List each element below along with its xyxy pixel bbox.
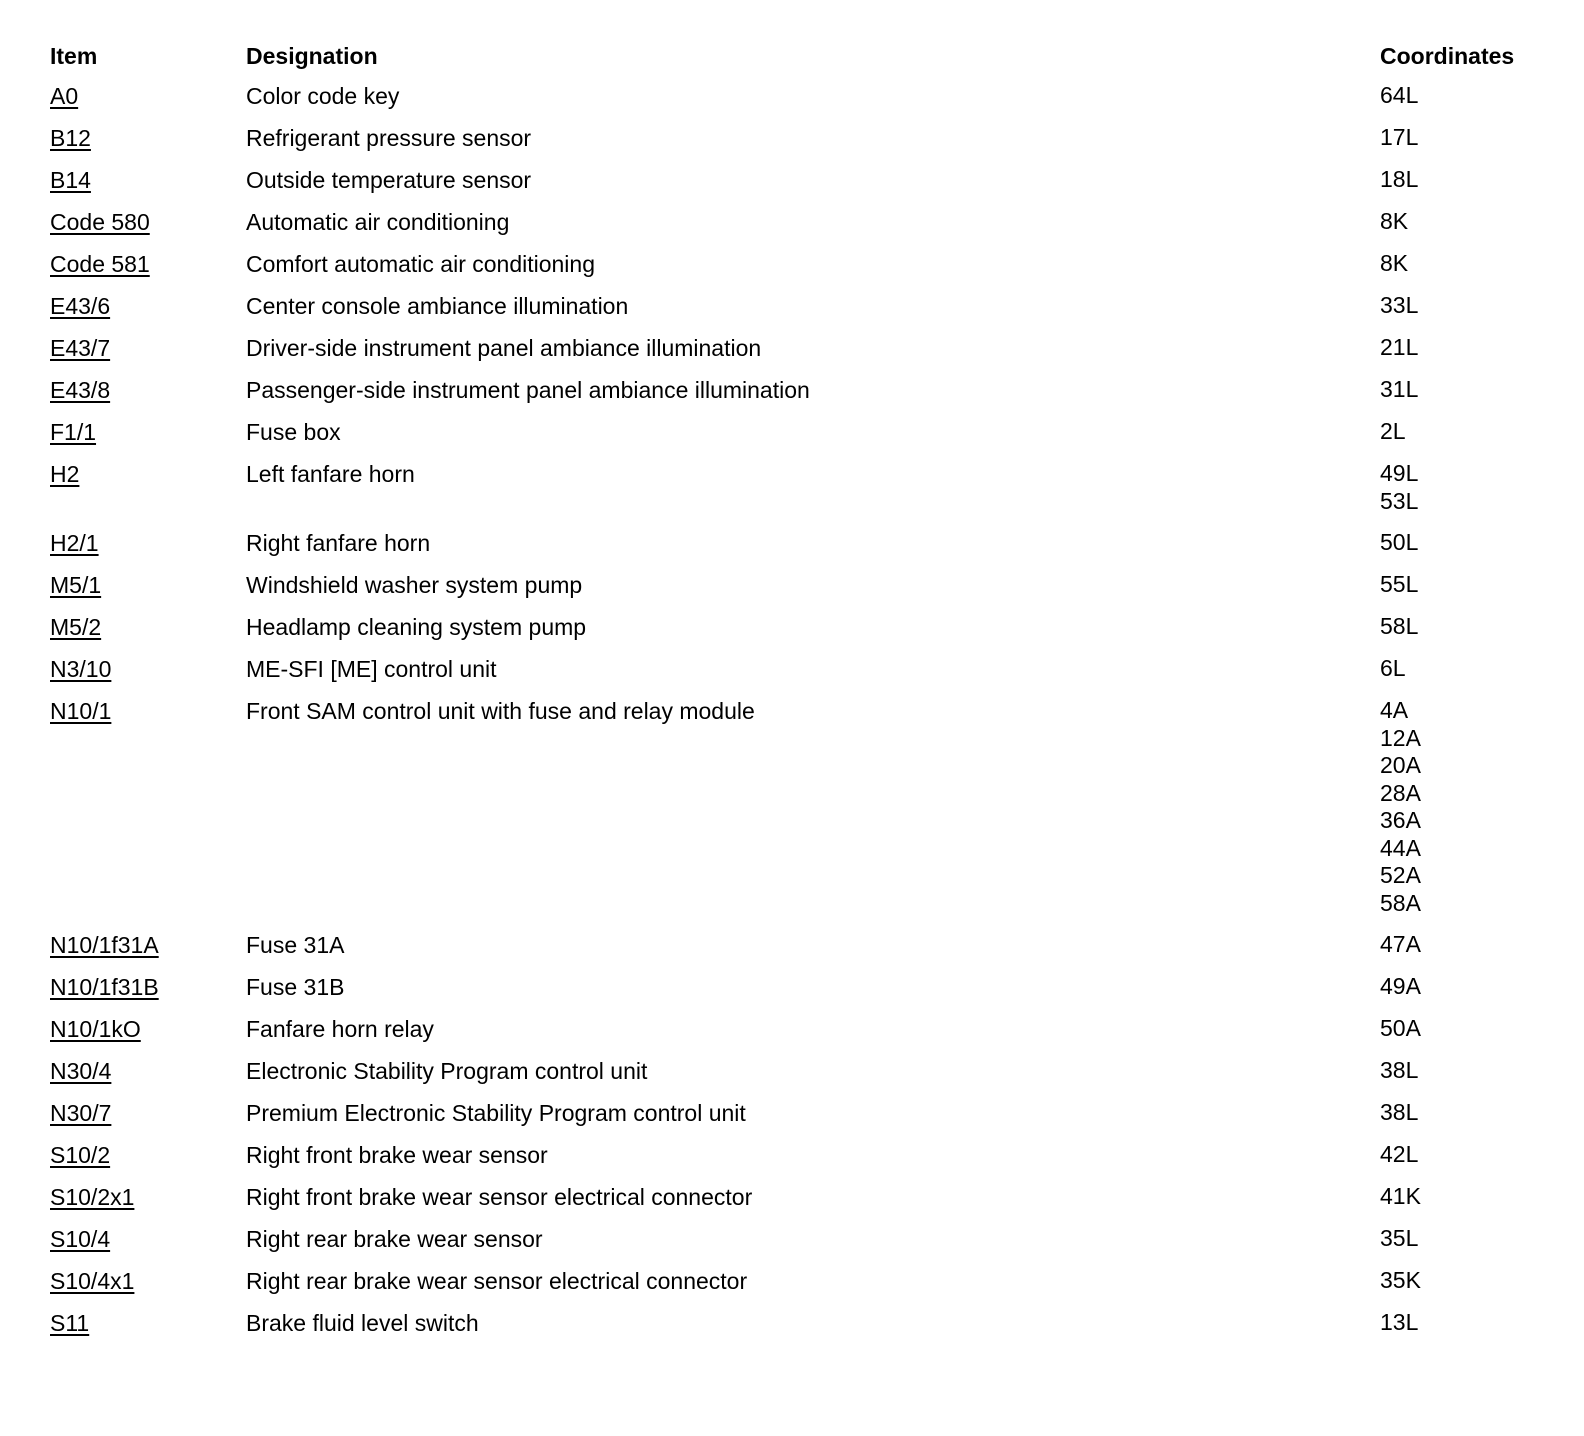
table-row (50, 166, 1550, 208)
table-row (50, 529, 1550, 571)
coordinate-value: 28A (1380, 779, 1421, 806)
item-link[interactable]: N10/1 (50, 698, 112, 724)
header-item: Item (50, 43, 98, 69)
item-cell (50, 1141, 246, 1169)
item-cell (50, 82, 246, 110)
table-row (50, 1225, 1550, 1267)
table-row (50, 1141, 1550, 1183)
designation-cell: Color code key (246, 83, 400, 109)
item-cell (50, 973, 246, 1001)
designation-cell: Fuse 31B (246, 974, 345, 1000)
header-coordinates: Coordinates (1380, 43, 1515, 69)
item-cell (50, 1183, 246, 1211)
item-link[interactable]: H2/1 (50, 530, 99, 556)
item-link[interactable]: N10/1kO (50, 1016, 141, 1042)
item-cell (50, 376, 246, 404)
coordinates-cell (1380, 973, 1421, 1001)
coordinate-value: 50L (1380, 529, 1419, 555)
item-link[interactable]: E43/7 (50, 335, 111, 361)
designation-cell: Fanfare horn relay (246, 1016, 434, 1042)
coordinates-cell (1380, 1309, 1418, 1337)
designation-cell: Electronic Stability Program control unit (246, 1058, 648, 1084)
item-link[interactable]: B12 (50, 125, 91, 151)
table-row (50, 376, 1550, 418)
designation-cell: Premium Electronic Stability Program control unit (246, 1100, 746, 1126)
coordinates-cell (1380, 208, 1408, 236)
coordinates-cell (1380, 1225, 1418, 1253)
coordinates-cell (1380, 1267, 1421, 1295)
item-cell (50, 334, 246, 362)
item-link[interactable]: H2 (50, 461, 80, 487)
coordinate-value: 12A (1380, 724, 1421, 751)
item-link[interactable]: N30/4 (50, 1058, 112, 1084)
coordinate-value: 58A (1380, 889, 1421, 916)
item-link[interactable]: N10/1f31B (50, 974, 159, 1000)
item-link[interactable]: S10/2 (50, 1142, 111, 1168)
table-row (50, 82, 1550, 124)
designation-cell: Brake fluid level switch (246, 1310, 479, 1336)
item-cell (50, 613, 246, 641)
coordinates-cell (1380, 1099, 1418, 1127)
coordinates-cell (1380, 82, 1418, 110)
coordinate-value: 38L (1380, 1057, 1419, 1083)
legend-table (50, 42, 1550, 1351)
item-link[interactable]: A0 (50, 83, 79, 109)
coordinate-value: 17L (1380, 124, 1419, 150)
item-cell (50, 571, 246, 599)
coordinates-cell (1380, 613, 1418, 641)
table-row (50, 124, 1550, 166)
designation-cell: Fuse 31A (246, 932, 345, 958)
designation-cell: Automatic air conditioning (246, 209, 510, 235)
table-row (50, 1099, 1550, 1141)
coordinate-value: 50A (1380, 1015, 1421, 1041)
item-link[interactable]: S10/4 (50, 1226, 111, 1252)
coordinates-cell (1380, 334, 1418, 362)
item-link[interactable]: E43/6 (50, 293, 111, 319)
item-cell (50, 1099, 246, 1127)
table-row (50, 1267, 1550, 1309)
designation-cell: Driver-side instrument panel ambiance illumination (246, 335, 762, 361)
designation-cell: Right front brake wear sensor (246, 1142, 548, 1168)
coordinate-value: 49L (1380, 460, 1419, 486)
coordinates-cell (1380, 655, 1406, 683)
coordinates-cell (1380, 418, 1406, 446)
table-row (50, 1057, 1550, 1099)
designation-cell: Front SAM control unit with fuse and relay module (246, 698, 755, 724)
item-cell (50, 1309, 246, 1337)
table-row (50, 571, 1550, 613)
designation-cell: Right rear brake wear sensor (246, 1226, 543, 1252)
coordinates-cell (1380, 931, 1421, 959)
coordinates-cell (1380, 1015, 1421, 1043)
designation-cell: Left fanfare horn (246, 461, 415, 487)
coordinate-value: 20A (1380, 752, 1421, 778)
item-link[interactable]: N3/10 (50, 656, 112, 682)
item-link[interactable]: S11 (50, 1310, 90, 1336)
item-cell (50, 1225, 246, 1253)
designation-cell: Center console ambiance illumination (246, 293, 629, 319)
coordinates-cell (1380, 529, 1418, 557)
item-cell (50, 166, 246, 194)
coordinates-cell (1380, 571, 1418, 599)
coordinates-cell (1380, 1141, 1418, 1169)
coordinate-value: 8K (1380, 208, 1409, 234)
item-link[interactable]: M5/1 (50, 572, 102, 598)
item-cell (50, 418, 246, 446)
coordinates-cell (1380, 460, 1418, 515)
table-row (50, 931, 1550, 973)
coordinate-value: 38L (1380, 1099, 1419, 1125)
coordinate-value: 47A (1380, 931, 1421, 957)
item-link[interactable]: N10/1f31A (50, 932, 159, 958)
designation-cell: ME-SFI [ME] control unit (246, 656, 497, 682)
coordinate-value: 64L (1380, 82, 1419, 108)
item-link[interactable]: B14 (50, 167, 91, 193)
item-cell (50, 1267, 246, 1295)
coordinate-value: 18L (1380, 166, 1419, 192)
item-cell (50, 529, 246, 557)
designation-cell: Right rear brake wear sensor electrical connector (246, 1268, 748, 1294)
coordinate-value: 55L (1380, 571, 1419, 597)
coordinate-value: 36A (1380, 807, 1421, 833)
item-link[interactable]: F1/1 (50, 419, 97, 445)
coordinates-cell (1380, 250, 1408, 278)
designation-cell: Comfort automatic air conditioning (246, 251, 595, 277)
item-link[interactable]: M5/2 (50, 614, 102, 640)
item-link[interactable]: E43/8 (50, 377, 111, 403)
table-row (50, 1183, 1550, 1225)
coordinate-value: 31L (1380, 376, 1419, 402)
designation-cell: Passenger-side instrument panel ambiance illumination (246, 377, 810, 403)
item-cell (50, 1057, 246, 1085)
item-cell (50, 250, 246, 278)
table-row (50, 697, 1550, 931)
item-cell (50, 124, 246, 152)
coordinate-value: 42L (1380, 1141, 1419, 1167)
item-link[interactable]: Code 581 (50, 251, 150, 277)
coordinate-value: 49A (1380, 973, 1421, 999)
item-cell (50, 292, 246, 320)
item-cell (50, 460, 246, 488)
header-designation: Designation (246, 43, 378, 69)
table-row (50, 418, 1550, 460)
table-body (50, 82, 1550, 1351)
coordinates-cell (1380, 697, 1421, 917)
item-link[interactable]: S10/4x1 (50, 1268, 135, 1294)
coordinate-value: 4A (1380, 697, 1409, 723)
table-row (50, 973, 1550, 1015)
coordinate-value: 44A (1380, 834, 1421, 861)
item-cell (50, 1015, 246, 1043)
table-row (50, 460, 1550, 529)
coordinates-cell (1380, 376, 1418, 404)
item-cell (50, 697, 246, 725)
item-cell (50, 208, 246, 236)
coordinates-cell (1380, 292, 1418, 320)
table-row (50, 250, 1550, 292)
table-row (50, 208, 1550, 250)
coordinate-value: 13L (1380, 1309, 1419, 1335)
coordinates-cell (1380, 166, 1418, 194)
coordinate-value: 35K (1380, 1267, 1421, 1293)
item-cell (50, 931, 246, 959)
table-row (50, 655, 1550, 697)
coordinates-cell (1380, 1057, 1418, 1085)
item-link[interactable]: N30/7 (50, 1100, 112, 1126)
table-row (50, 1015, 1550, 1057)
designation-cell: Right front brake wear sensor electrical connector (246, 1184, 753, 1210)
designation-cell: Fuse box (246, 419, 341, 445)
coordinates-cell (1380, 124, 1418, 152)
coordinates-cell (1380, 1183, 1421, 1211)
item-cell (50, 655, 246, 683)
coordinate-value: 2L (1380, 418, 1406, 444)
item-link[interactable]: Code 580 (50, 209, 150, 235)
coordinate-value: 8K (1380, 250, 1409, 276)
table-row (50, 292, 1550, 334)
designation-cell: Outside temperature sensor (246, 167, 532, 193)
designation-cell: Headlamp cleaning system pump (246, 614, 587, 640)
coordinate-value: 41K (1380, 1183, 1421, 1209)
coordinate-value: 58L (1380, 613, 1419, 639)
designation-cell: Refrigerant pressure sensor (246, 125, 532, 151)
item-link[interactable]: S10/2x1 (50, 1184, 135, 1210)
designation-cell: Right fanfare horn (246, 530, 431, 556)
coordinate-value: 52A (1380, 862, 1421, 888)
designation-cell: Windshield washer system pump (246, 572, 583, 598)
coordinate-value: 21L (1380, 334, 1419, 360)
coordinate-value: 6L (1380, 655, 1406, 681)
table-row (50, 334, 1550, 376)
table-row (50, 1309, 1550, 1351)
coordinate-value: 53L (1380, 487, 1419, 514)
table-header (50, 42, 1550, 82)
coordinate-value: 33L (1380, 292, 1419, 318)
table-row (50, 613, 1550, 655)
coordinate-value: 35L (1380, 1225, 1419, 1251)
